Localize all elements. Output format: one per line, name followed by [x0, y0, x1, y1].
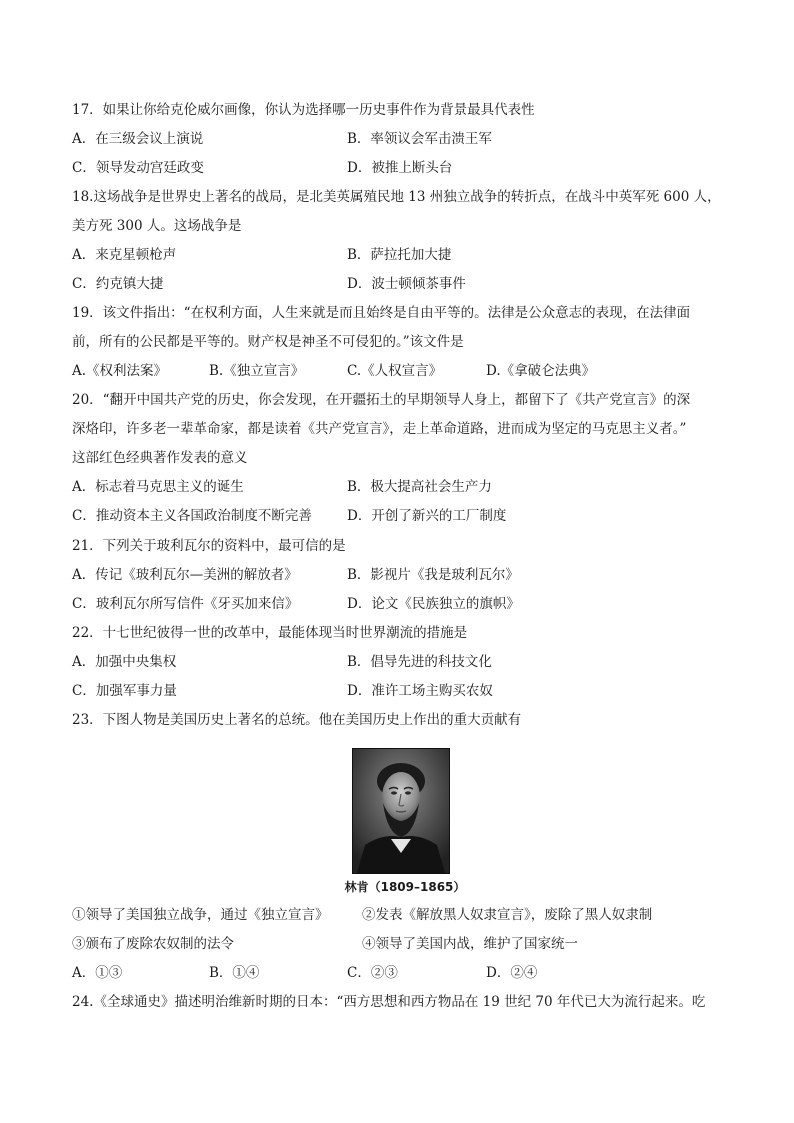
q18-option-c: C．约克镇大捷 [72, 276, 164, 292]
q17-option-b: B．率领议会军击溃王军 [347, 131, 492, 147]
q23-item-3: ③颁布了废除农奴制的法令 [72, 936, 234, 952]
q19-stem-line1: 19．该文件指出：“在权利方面，人生来就是而且始终是自由平等的。法律是公众意志的表现，在法律面 [72, 305, 691, 321]
q20-option-b: B．极大提高社会生产力 [347, 479, 492, 495]
q22-option-c: C．加强军事力量 [72, 683, 177, 699]
q22-option-b: B．倡导先进的科技文化 [347, 654, 492, 670]
q17-option-d: D．被推上断头台 [347, 160, 453, 176]
q23-item-1: ①领导了美国独立战争，通过《独立宣言》 [72, 907, 329, 923]
q23-option-d: D．②④ [486, 965, 538, 981]
q17-stem: 17．如果让你给克伦威尔画像，你认为选择哪一历史事件作为背景最具代表性 [72, 102, 535, 118]
q21-option-b: B．影视片《我是玻利瓦尔》 [347, 567, 519, 583]
q23-item-2: ②发表《解放黑人奴隶宣言》，废除了黑人奴隶制 [362, 907, 653, 923]
q24-stem-line1: 24.《全球通史》描述明治维新时期的日本：“西方思想和西方物品在 19 世纪 70 年代已大为流行起来。吃 [72, 994, 706, 1010]
q21-option-c: C．玻利瓦尔所写信件《牙买加来信》 [72, 596, 299, 612]
q19-option-c: C.《人权宣言》 [347, 363, 443, 379]
q23-option-b: B．①④ [209, 965, 260, 981]
q18-option-b: B．萨拉托加大捷 [347, 247, 452, 263]
q19-stem-line2: 前，所有的公民都是平等的。财产权是神圣不可侵犯的。”该文件是 [72, 334, 464, 350]
q18-option-a: A．来克星顿枪声 [72, 247, 177, 263]
q18-stem-line2: 美方死 300 人。这场战争是 [72, 218, 242, 234]
q20-option-d: D．开创了新兴的工厂制度 [347, 508, 507, 524]
q20-stem-line1: 20．“翻开中国共产党的历史，你会发现，在开疆拓土的早期领导人身上，都留下了《共产党宣言》的深 [72, 392, 691, 408]
q20-stem-line2: 深烙印，许多老一辈革命家，都是读着《共产党宣言》，走上革命道路，进而成为坚定的马克思主义者。” [72, 421, 687, 437]
q18-stem-line1: 18.这场战争是世界史上著名的战局，是北美英属殖民地 13 州独立战争的转折点，在战斗中英军死 600 人， [72, 189, 721, 205]
q17-option-c: C．领导发动宫廷政变 [72, 160, 204, 176]
q22-stem: 22．十七世纪彼得一世的改革中，最能体现当时世界潮流的措施是 [72, 625, 468, 641]
q23-option-a: A．①③ [72, 965, 123, 981]
q23-item-4: ④领导了美国内战，维护了国家统一 [362, 936, 578, 952]
q21-stem: 21．下列关于玻利瓦尔的资料中，最可信的是 [72, 538, 346, 554]
q19-option-b: B.《独立宣言》 [209, 363, 305, 379]
portrait-caption: 林肯（1809–1865） [344, 880, 466, 894]
q20-option-a: A．标志着马克思主义的诞生 [72, 479, 244, 495]
q22-option-a: A．加强中央集权 [72, 654, 177, 670]
q21-option-a: A．传记《玻利瓦尔—美洲的解放者》 [72, 567, 298, 583]
q19-option-d: D.《拿破仑法典》 [486, 363, 596, 379]
q19-option-a: A.《权利法案》 [72, 363, 168, 379]
q18-option-d: D．波士顿倾茶事件 [347, 276, 466, 292]
q20-stem-line3: 这部红色经典著作发表的意义 [72, 450, 248, 466]
q17-option-a: A．在三级会议上演说 [72, 131, 204, 147]
q20-option-c: C．推动资本主义各国政治制度不断完善 [72, 508, 312, 524]
q21-option-d: D．论文《民族独立的旗帜》 [347, 596, 520, 612]
q22-option-d: D．准许工场主购买农奴 [347, 683, 493, 699]
portrait-graphic [353, 749, 449, 873]
portrait-photo-icon [352, 748, 450, 874]
q23-stem: 23．下图人物是美国历史上著名的总统。他在美国历史上作出的重大贡献有 [72, 712, 522, 728]
q23-option-c: C．②③ [347, 965, 398, 981]
